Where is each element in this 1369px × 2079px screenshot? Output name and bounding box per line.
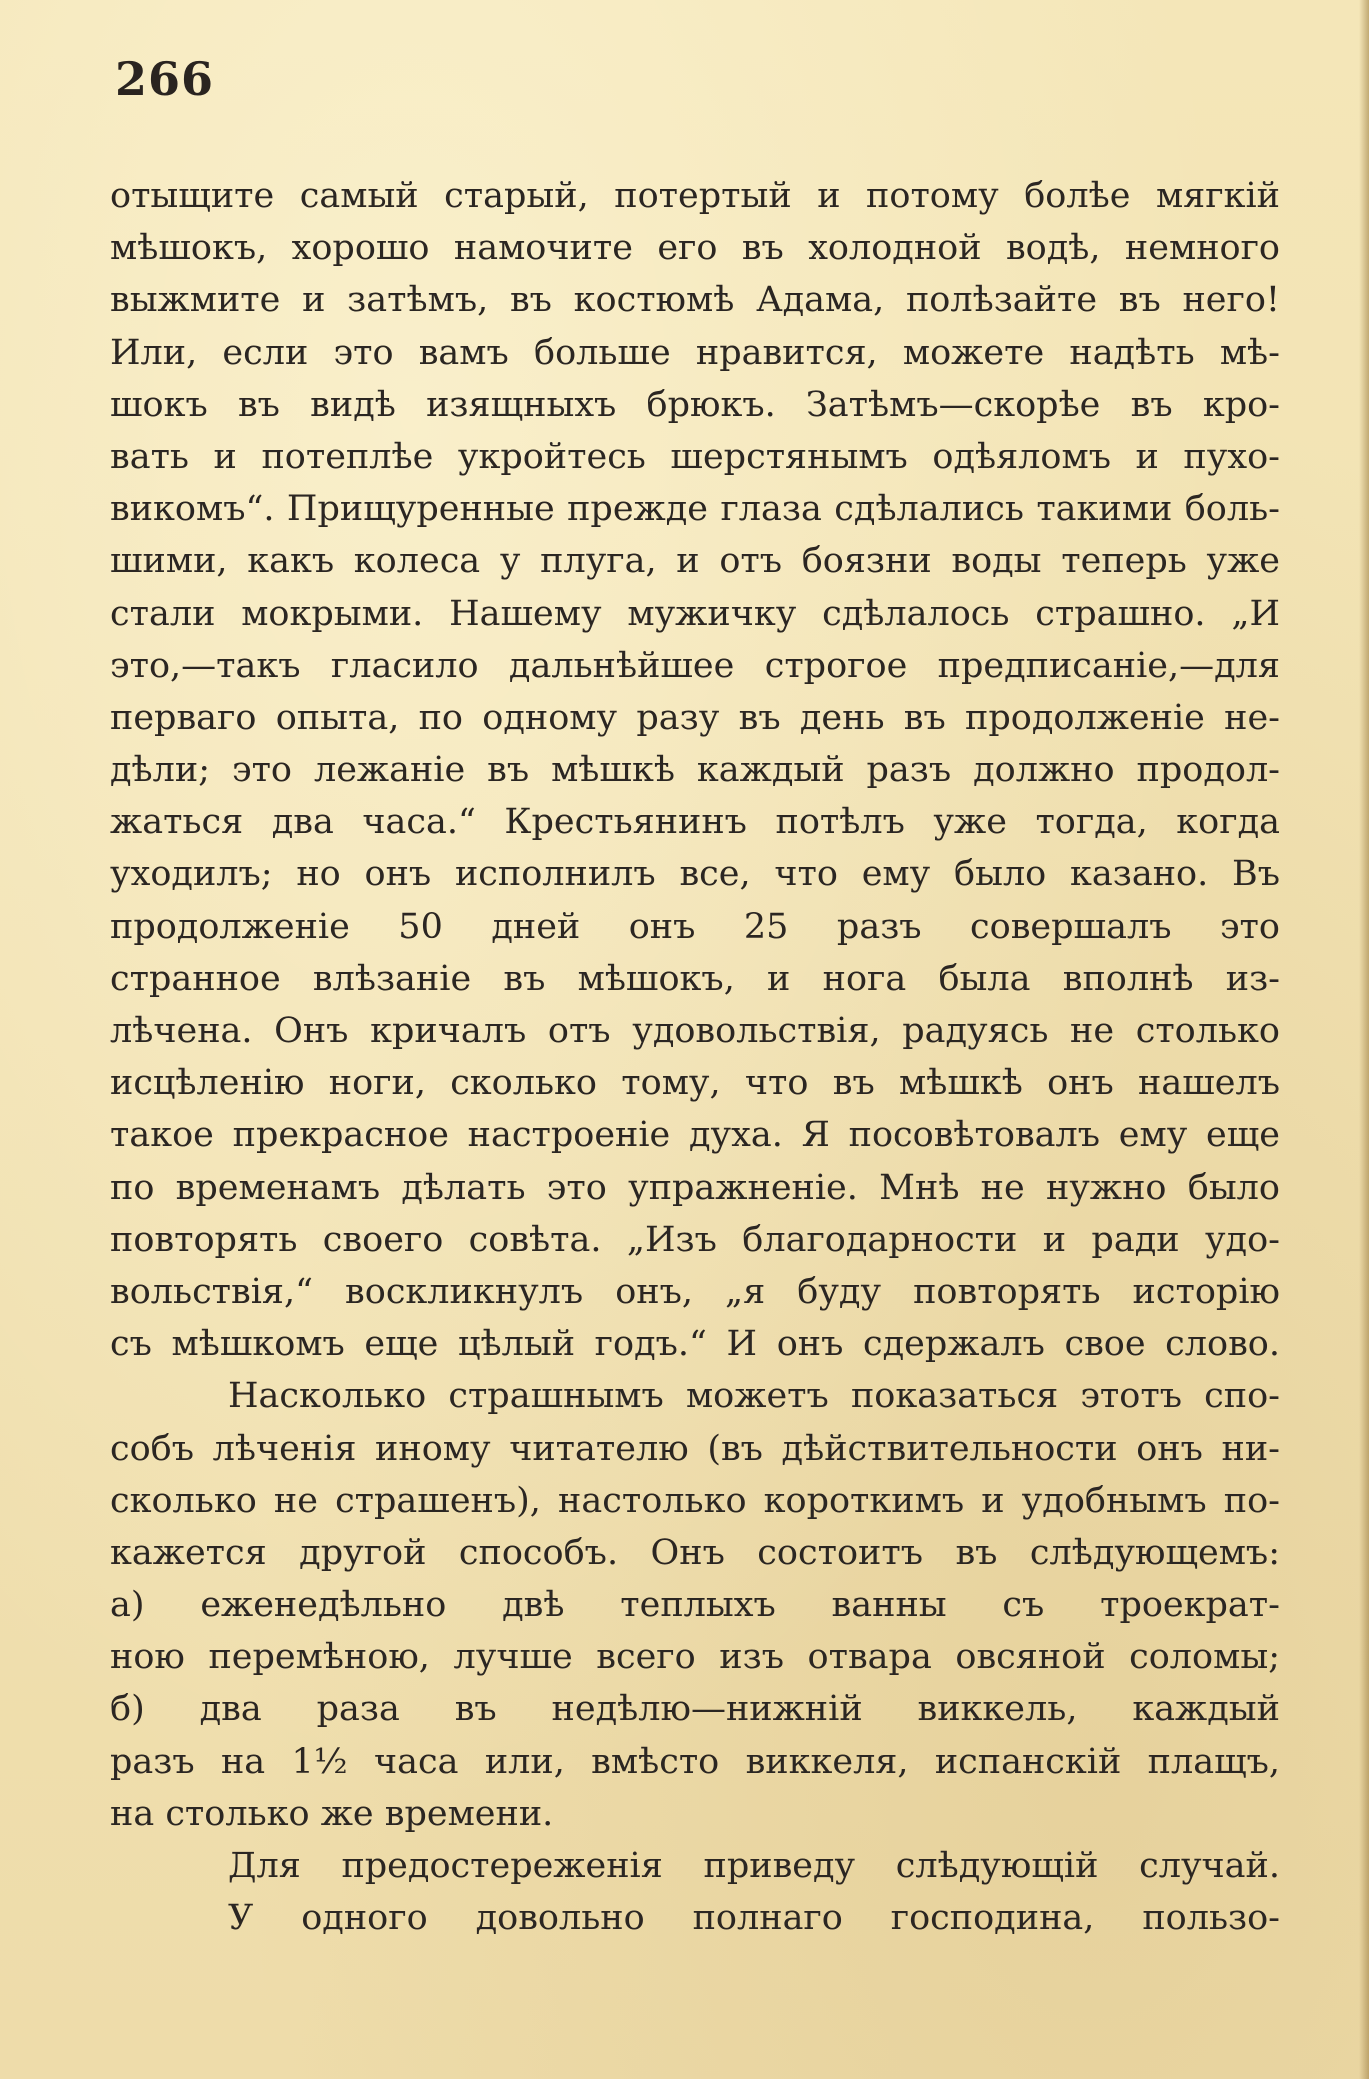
text-line: Или, если это вамъ больше нравится, можете надѣть мѣ- — [110, 332, 1280, 373]
text-line: такое прекрасное настроеніе духа. Я посовѣтовалъ ему еще — [110, 1115, 1280, 1156]
text-line: шокъ въ видѣ изящныхъ брюкъ. Затѣмъ—скорѣе въ кро- — [110, 384, 1280, 425]
page-edge-shadow — [1359, 0, 1369, 2079]
text-line: исцѣленію ноги, сколько тому, что въ мѣшкѣ онъ нашелъ — [110, 1063, 1280, 1104]
text-line: уходилъ; но онъ исполнилъ все, что ему было казано. Въ — [110, 854, 1280, 895]
text-line: У одного довольно полнаго господина, пользо- — [228, 1898, 1280, 1939]
text-line: дѣли; это лежаніе въ мѣшкѣ каждый разъ должно продол- — [110, 750, 1280, 791]
text-line: а) еженедѣльно двѣ теплыхъ ванны съ троекрат- — [110, 1585, 1280, 1626]
text-line: вать и потеплѣе укройтесь шерстянымъ одѣяломъ и пухо- — [110, 436, 1280, 477]
page-number: 266 — [115, 52, 215, 106]
text-line: по временамъ дѣлать это упражненіе. Мнѣ не нужно было — [110, 1167, 1280, 1208]
text-line: это,—такъ гласило дальнѣйшее строгое предписаніе,—для — [110, 645, 1280, 686]
text-line: собъ лѣченія иному читателю (въ дѣйствительности онъ ни- — [110, 1428, 1280, 1469]
text-line: странное влѣзаніе въ мѣшокъ, и нога была вполнѣ из- — [110, 958, 1280, 999]
text-line: отыщите самый старый, потертый и потому болѣе мягкій — [110, 176, 1280, 216]
text-line: разъ на 1½ часа или, вмѣсто виккеля, испанскій плащъ, — [110, 1741, 1280, 1782]
text-line: перваго опыта, по одному разу въ день въ продолженіе не- — [110, 697, 1280, 738]
text-line: на столько же времени. — [110, 1793, 554, 1834]
text-line: продолженіе 50 дней онъ 25 разъ совершалъ это — [110, 906, 1280, 947]
text-line: вольствія,“ воскликнулъ онъ, „я буду повторять исторію — [110, 1271, 1280, 1312]
text-line: ною перемѣною, лучше всего изъ отвара овсяной соломы; — [110, 1637, 1280, 1678]
text-line: мѣшокъ, хорошо намочите его въ холодной водѣ, немного — [110, 228, 1280, 269]
text-line: выжмите и затѣмъ, въ костюмѣ Адама, полѣзайте въ него! — [110, 280, 1280, 321]
text-line: жаться два часа.“ Крестьянинъ потѣлъ уже тогда, когда — [110, 802, 1280, 843]
text-line: Для предостереженія приведу слѣдующій случай. — [228, 1846, 1280, 1886]
text-line: сколько не страшенъ), настолько короткимъ и удобнымъ по- — [110, 1480, 1280, 1521]
text-line: повторять своего совѣта. „Изъ благодарности и ради удо- — [110, 1219, 1280, 1260]
text-line: викомъ“. Прищуренные прежде глаза сдѣлались такими боль- — [110, 489, 1280, 530]
body-text — [110, 170, 1280, 1944]
text-line: кажется другой способъ. Онъ состоитъ въ слѣдующемъ: — [110, 1532, 1280, 1573]
text-line: шими, какъ колеса у плуга, и отъ боязни воды теперь уже — [110, 541, 1280, 582]
text-line: стали мокрыми. Нашему мужичку сдѣлалось страшно. „И — [110, 593, 1280, 634]
text-line: Насколько страшнымъ можетъ показаться этотъ спо- — [228, 1376, 1280, 1417]
text-line: б) два раза въ недѣлю—нижній виккель, каждый — [110, 1689, 1280, 1730]
text-line: съ мѣшкомъ еще цѣлый годъ.“ И онъ сдержалъ свое слово. — [110, 1324, 1280, 1365]
text-line: лѣчена. Онъ кричалъ отъ удовольствія, радуясь не столько — [110, 1011, 1280, 1051]
